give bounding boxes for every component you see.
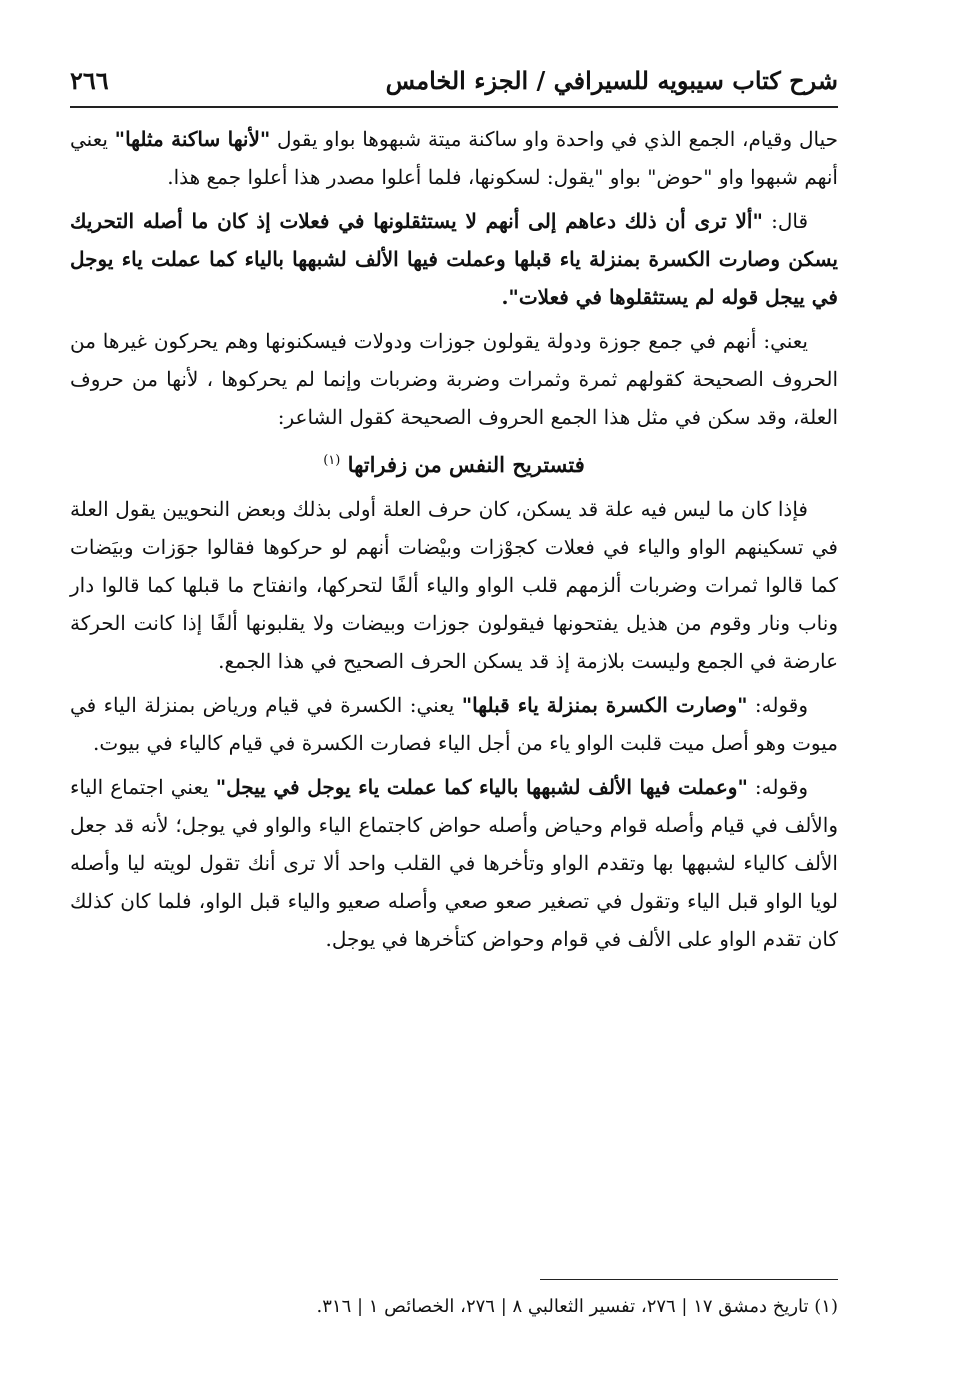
paragraph-1-quote: "لأنها ساكنة مثلها" <box>114 127 271 151</box>
paragraph-1-lead: حيال وقيام، الجمع الذي في واحدة واو ساكنة ميتة شبهوها بواو يقول <box>270 127 838 151</box>
footnote: (١) تاريخ دمشق ١٧ | ٢٧٦، تفسير الثعالبي ٨ | ٢٧٦، الخصائص ١ | ٣١٦. <box>316 1296 838 1317</box>
paragraph-2-quote: "ألا ترى أن ذلك دعاهم إلى أنهم لا يستثقلونها في فعلات إذ كان ما أصله التحريك يسكن وصارت الكسرة بمنزلة ياء قبلها وعملت فيها الألف لشبهها بالياء كما عملت ياء يوجل في ييجل قوله لم يستثقلوها في فعلات". <box>70 209 838 309</box>
paragraph-2 <box>70 202 838 316</box>
verse-text: فتستريح النفس من زفراتها <box>347 452 585 477</box>
paragraph-3 <box>70 322 838 436</box>
page-number: ٢٦٦ <box>70 65 109 95</box>
paragraph-5-lead: وقوله: <box>747 693 809 717</box>
paragraph-5-quote: "وصارت الكسرة بمنزلة ياء قبلها" <box>461 693 748 717</box>
paragraph-4 <box>70 490 838 680</box>
paragraph-6 <box>70 768 838 958</box>
page-body <box>70 120 838 964</box>
paragraph-1 <box>70 120 838 196</box>
footnote-ref: (١) <box>323 453 341 468</box>
paragraph-1-tail: يعني أنهم شبهوا واو "حوض" بواو "يقول: لسكونها، فلما أعلوا مصدر هذا أعلوا جمع هذا. <box>70 127 838 189</box>
paragraph-5 <box>70 686 838 762</box>
paragraph-2-lead: قال: <box>762 209 808 233</box>
verse-line <box>70 442 838 484</box>
paragraph-6-lead: وقوله: <box>747 775 808 799</box>
paragraph-4-lead: فإذا كان ما ليس فيه علة قد يسكن، كان حرف العلة أولى بذلك وبعض النحويين يقول العلة في تسكينهم الواو والياء في فعلات كجوْزات وبيْضات أنهم لو حركوها فقالوا جوَزات وبيَضات كما قالوا ثمرات وضربات ألزمهم قلب الواو والياء ألفًا لتحركها، وانفتاح ما قبلها كما قالوا دار وناب ونار وقوم من هذيل يفتحونها فيقولون جوزات وبيضات ولا يقلبونها ألفًا إذا كانت الحركة عارضة في الجمع وليست بلازمة إذ قد يسكن الحرف الصحيح في هذا الجمع. <box>70 497 838 673</box>
footnote-rule <box>540 1279 838 1280</box>
paragraph-5-tail: يعني: الكسرة في قيام ورياض بمنزلة الياء في ميوت وهو أصل ميت قلبت الواو ياء من أجل الياء فصارت الكسرة في قيام كالياء في بيوت. <box>70 693 838 755</box>
paragraph-6-quote: "وعملت فيها الألف لشبهها بالياء كما عملت ياء يوجل في ييجل" <box>215 775 748 799</box>
paragraph-3-lead: يعني: أنهم في جمع جوزة ودولة يقولون جوزات ودولات فيسكنونها وهم يحركون غيرها من الحروف الصحيحة كقولهم ثمرة وثمرات وضربة وضربات وإنما لم يحركوها ، لأنها من حروف العلة، وقد سكن في مثل هذا الجمع الحروف الصحيحة كقول الشاعر: <box>70 329 838 429</box>
page-header <box>70 58 838 102</box>
running-title: شرح كتاب سيبويه للسيرافي / الجزء الخامس <box>385 65 838 95</box>
paragraph-6-tail: يعني اجتماع الياء والألف في قيام وأصله قوام وحياض وأصله حواض كاجتماع الياء والواو في يوجل؛ لأنه قد جعل الألف كالياء لشبهها بها وتقدم الواو وتأخرها في القلب واحد ألا ترى أنك تقول لويته ليا وأصله لويا الواو قبل الياء وتقول في تصغير صعو صعي وأصله صعيو والياء قبل الواو، فلما كان كذلك كان تقدم الواو على الألف في قوام وحواض كتأخرها في يوجل. <box>70 775 838 951</box>
header-rule <box>70 106 838 108</box>
